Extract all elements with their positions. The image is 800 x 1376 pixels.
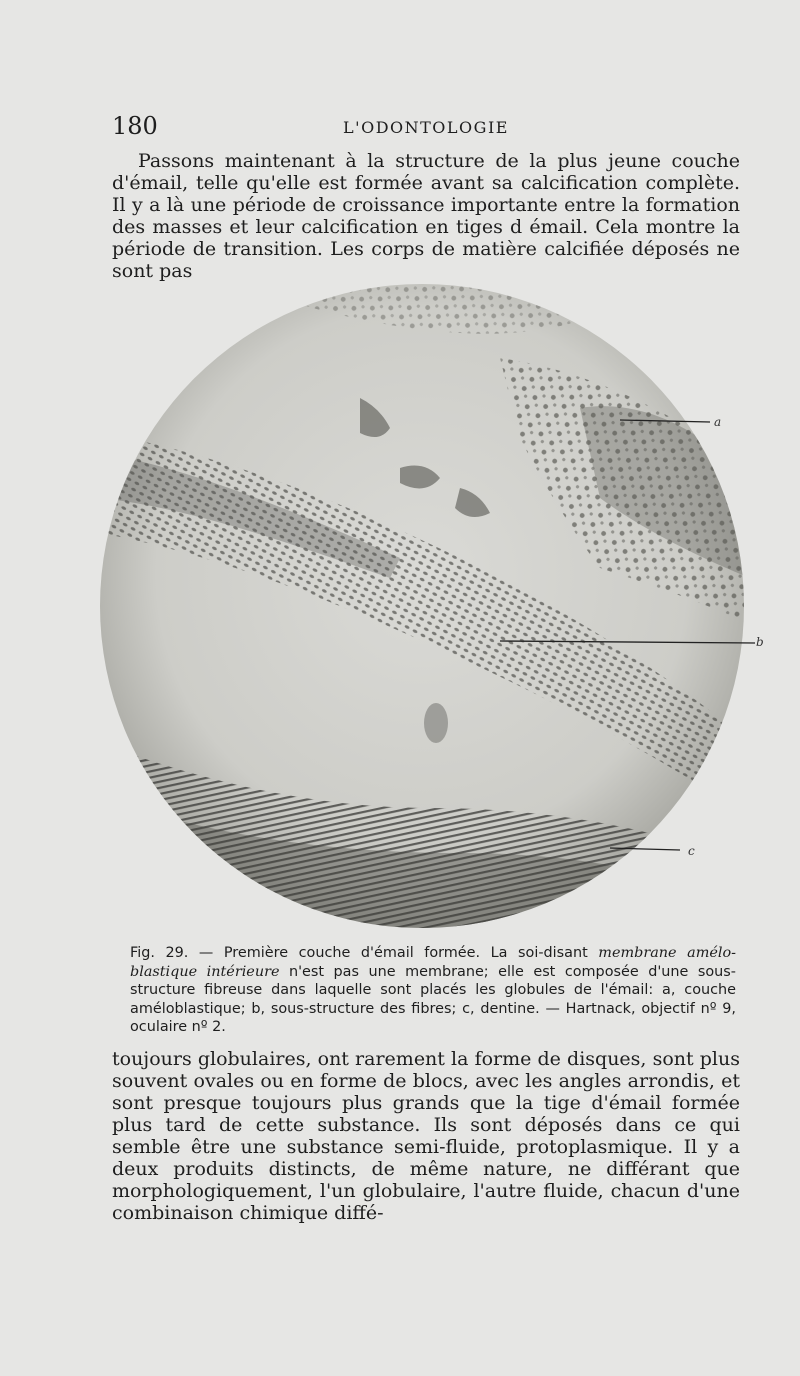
caption-italic-term: membrane amélo-blastique intérieure — [130, 945, 736, 980]
figure-caption — [130, 944, 736, 1037]
micrograph-figure — [100, 278, 780, 938]
body-paragraph-bottom: toujours globulaires, ont rarement la forme de disques, sont plus souvent ovales ou en forme de blocs, avec les angles arrondis, et sont presque toujours plus grands que la tige d'émail formée plus tard de cette substance. Ils sont déposés dans ce qui semble être une substance semi-fluide, protoplasmique. Il y a deux produits distincts, de même nature, ne différant que morphologiquement, l'un globulaire, l'autre fluide, chacun d'une combinaison chimique diffé- — [112, 1048, 740, 1224]
figure-label-c: c — [688, 844, 695, 858]
body-paragraph-top: Passons maintenant à la structure de la plus jeune couche d'émail, telle qu'elle est formée avant sa calcification complète. Il y a là une période de croissance importante entre la formation des masses et leur calcification en tiges d émail. Cela montre la période de transition. Les corps de matière calcifiée déposés ne sont pas — [112, 150, 740, 282]
figure-label-a: a — [714, 415, 722, 429]
micrograph-illustration — [100, 278, 780, 938]
page-header — [112, 112, 740, 142]
caption-text-end: n'est pas une membrane; elle est composée d'une sous-structure fibreuse dans laquelle sont placés les globules de l'émail: a, couche améloblastique; b, sous-structure des fibres; c, dentine. — Hartnack, objectif nº 9, oculaire nº 2. — [130, 963, 736, 1035]
caption-text-start: Fig. 29. — Première couche d'émail formée. La soi-disant — [130, 945, 599, 961]
figure-label-b: b — [756, 635, 764, 649]
page-number: 180 — [112, 112, 158, 140]
running-head: L'ODONTOLOGIE — [343, 118, 509, 137]
